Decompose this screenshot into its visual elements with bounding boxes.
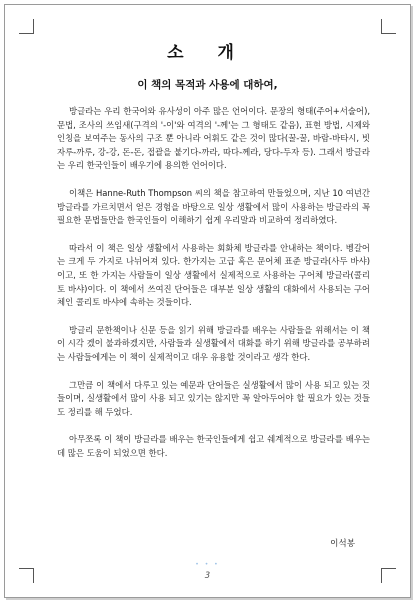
paragraph: 아무쪼록 이 책이 방글라를 배우는 한국인들에게 쉽고 쉐계적으로 방글라를 배우는데 많은 도움이 되었으면 한다. xyxy=(57,434,370,458)
crop-mark-top-left xyxy=(19,19,34,34)
paragraph: 이책은 Hanne-Ruth Thompson 씨의 책을 참고하여 만들었으며, 지난 10 여년간 방글라를 가르치면서 얻은 경험을 바탕으로 일상 생활에서 많이 사용하는 방글라의 꼭 필요한 문법들만을 한국인들이 이해하기 쉽게 우리말과 비교하여 정리하였다. xyxy=(57,187,370,226)
page-title: 소 개 xyxy=(167,43,248,63)
paragraph: 그만큼 이 책에서 다루고 있는 예문과 단어들은 실생활에서 많이 사용 되고 있는 것들이며, 실생활에서 많이 사용 되고 있기는 않지만 꼭 알아두어야 할 필요가 있는 것들도 정리를 해 두었다. xyxy=(57,379,370,417)
author-signature: 이석봉 xyxy=(330,539,355,549)
paragraph: 방글리 문한책이나 신문 등을 읽기 위해 방글라를 배우는 사람들을 위해서는 이 책이 시각 겠이 불과하겠지만, 사람들과 실생활에서 대화를 하기 위해 방글라를 공부하려는 사람들에게는 이 책이 실제적이고 대우 유용할 것이라고 생각 한다. xyxy=(57,324,370,362)
document-page xyxy=(4,4,411,598)
body-text xyxy=(57,105,370,474)
crop-mark-top-right xyxy=(381,19,396,34)
page-number: 3 xyxy=(204,571,211,581)
page-dots-ornament: • • • xyxy=(195,561,220,568)
page-subtitle: 이 책의 목적과 사용에 대하여, xyxy=(137,79,278,91)
paragraph: 따라서 이 책은 일상 생활에서 사용하는 회화체 방글라를 안내하는 책이다. 벵갈어는 크게 두 가지로 나뉘어져 있다. 한가지는 고급 혹은 문어체 표준 방글라(사두 바샤)이고, 또 한 가지는 사람들이 일상 생활에서 실제적으로 사용하는 구어체 방글라(콜리토 바샤)이다. 이 책에서 쓰여진 단어들은 대부분 일상 생활의 대화에서 사용되는 구어체인 콜리토 바샤에 속하는 것들이다. xyxy=(57,242,370,308)
paragraph: 방글라는 우리 한국어와 유사성이 아주 많은 언어이다. 문장의 형태(주어+서술어), 문법, 조사의 쓰임새(구격의 '-이'와 여격의 '-께'는 그 형태도 같음), 표현 방법, 시제와 인칭을 보여주는 동사의 구조 뿐 아니라 어휘도 같은 것이 많다(꿀-꿀, 바람-바타시, 빗자루-까루, 강-강, 돈-돈, 접괄을 붙기다-까라, 따다-께라, 당다-두자 등). 그래서 방글라는 우리 한국인들이 배우기에 용의한 언어이다. xyxy=(57,106,370,171)
